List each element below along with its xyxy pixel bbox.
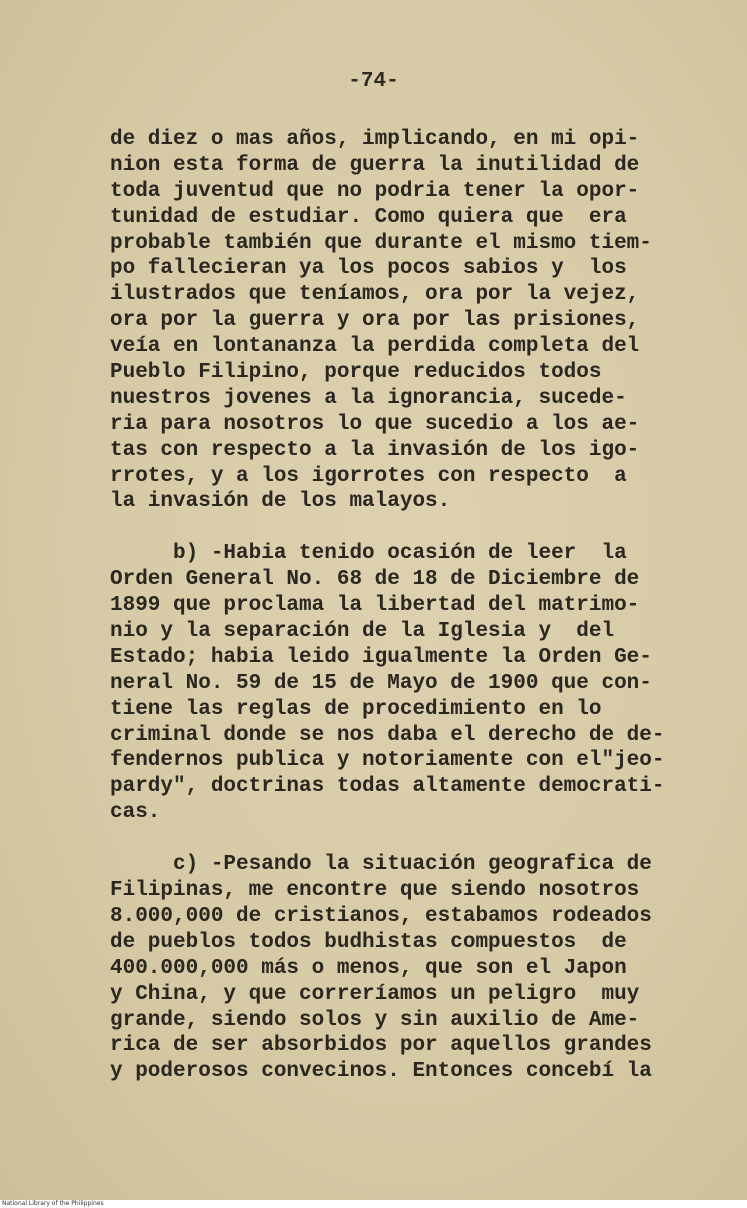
text-line: criminal donde se nos daba el derecho de de- <box>110 723 665 747</box>
text-line: rica de ser absorbidos por aquellos grandes <box>110 1034 652 1058</box>
text-line: ilustrados que teníamos, ora por la vejez, <box>110 283 640 307</box>
text-line: y poderosos convecinos. Entonces concebí la <box>110 1060 652 1084</box>
text-line: tas con respecto a la invasión de los igo- <box>110 438 640 462</box>
text-line: veía en lontananza la perdida completa del <box>110 335 640 359</box>
body-text <box>110 127 690 1085</box>
text-line: probable también que durante el mismo tiem- <box>110 231 652 255</box>
text-line: neral No. 59 de 15 de Mayo de 1900 que con- <box>110 671 652 695</box>
text-line: cas. <box>110 801 161 825</box>
text-line: pardy", doctrinas todas altamente democrati- <box>110 775 665 799</box>
text-line: 1899 que proclama la libertad del matrimo- <box>110 594 640 618</box>
text-line: la invasión de los malayos. <box>110 490 451 514</box>
text-line: toda juventud que no podria tener la opor- <box>110 179 640 203</box>
text-line: y China, y que correríamos un peligro muy <box>110 982 640 1006</box>
text-line: b) -Habia tenido ocasión de leer la <box>110 542 627 566</box>
text-line: ora por la guerra y ora por las prisiones, <box>110 309 640 333</box>
paragraph-b <box>110 541 690 826</box>
text-line: ria para nosotros lo que sucedio a los ae- <box>110 412 640 436</box>
text-line: rrotes, y a los igorrotes con respecto a <box>110 464 627 488</box>
text-line: Estado; habia leido igualmente la Orden Ge- <box>110 645 652 669</box>
text-line: tunidad de estudiar. Como quiera que era <box>110 205 627 229</box>
page-number: -74- <box>348 70 399 93</box>
text-line: Pueblo Filipino, porque reducidos todos <box>110 361 602 385</box>
paragraph-spacer <box>110 515 690 541</box>
text-line: 400.000,000 más o menos, que son el Japon <box>110 956 627 980</box>
text-line: po fallecieran ya los pocos sabios y los <box>110 257 627 281</box>
text-line: nio y la separación de la Iglesia y del <box>110 620 615 644</box>
text-line: grande, siendo solos y sin auxilio de Ame- <box>110 1008 640 1032</box>
text-line: Orden General No. 68 de 18 de Diciembre de <box>110 568 640 592</box>
text-line: de diez o mas años, implicando, en mi opi- <box>110 128 640 151</box>
text-line: tiene las reglas de procedimiento en lo <box>110 697 602 721</box>
paragraph-spacer <box>110 826 690 852</box>
text-line: 8.000,000 de cristianos, estabamos rodeados <box>110 904 652 928</box>
text-line: Filipinas, me encontre que siendo nosotros <box>110 879 640 903</box>
paragraph-c <box>110 852 690 1085</box>
text-line: c) -Pesando la situación geografica de <box>110 853 652 877</box>
paragraph-a <box>110 127 690 515</box>
footer-credit: National Library of the Philippines <box>2 1200 104 1207</box>
text-line: nion esta forma de guerra la inutilidad de <box>110 153 640 177</box>
text-line: nuestros jovenes a la ignorancia, sucede- <box>110 386 627 410</box>
text-line: de pueblos todos budhistas compuestos de <box>110 930 627 954</box>
text-line: fendernos publica y notoriamente con el"jeo- <box>110 749 665 773</box>
footer-bar <box>0 1200 747 1208</box>
